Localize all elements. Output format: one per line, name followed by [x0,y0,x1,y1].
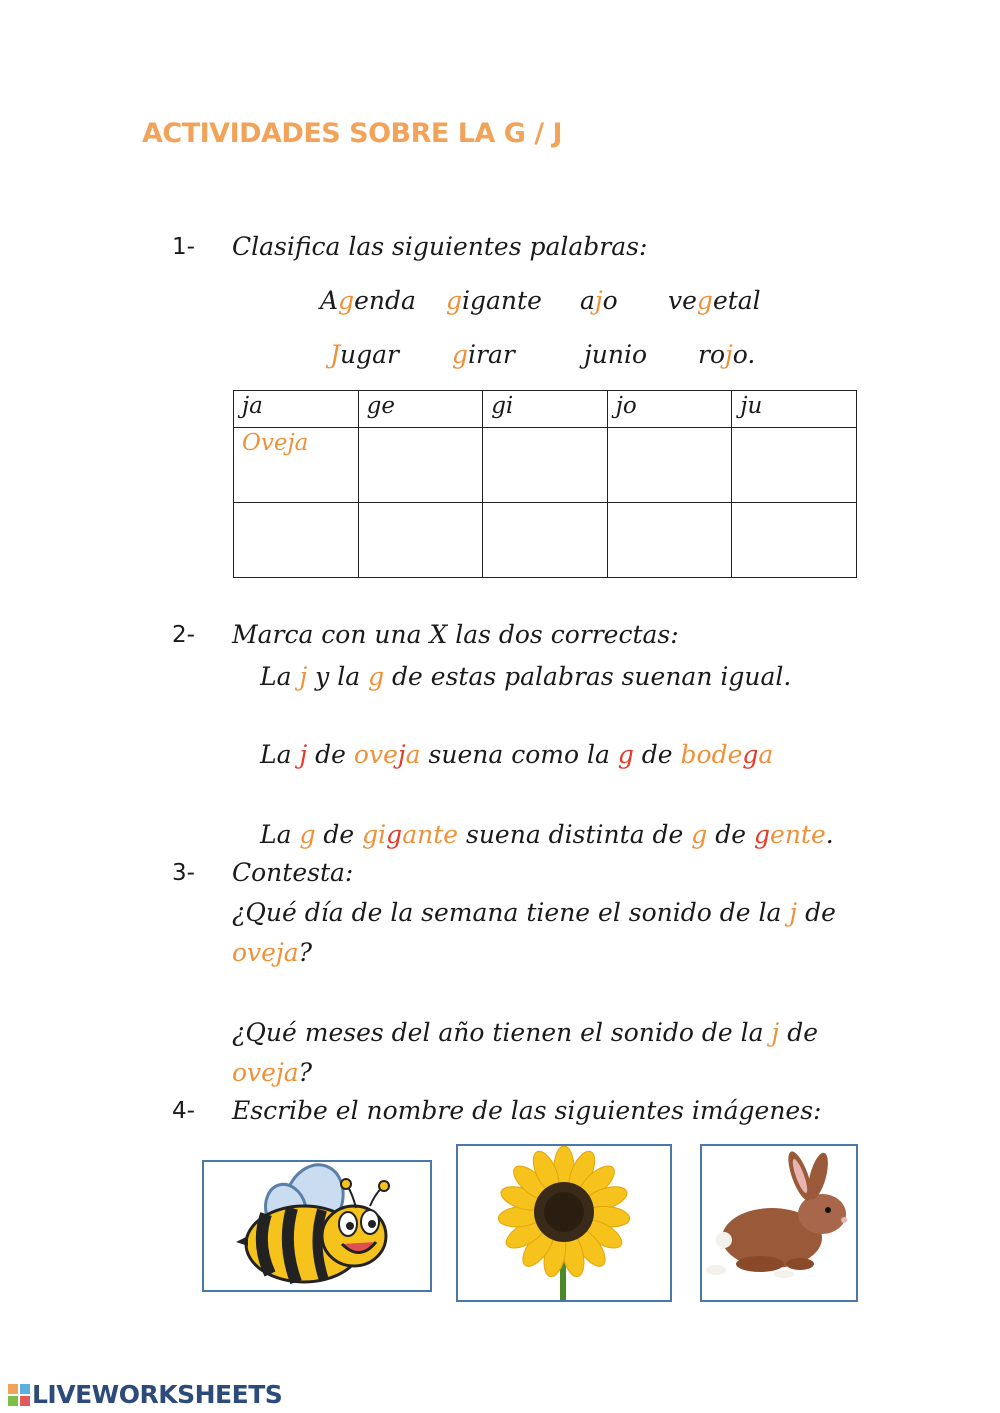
word-agenda: Agenda [320,286,416,315]
table-header-jo: jo [607,391,732,428]
table-cell-example: Oveja [234,428,359,503]
exercise-1-instruction: Clasifica las siguientes palabras: [232,232,648,261]
bee-image-box [202,1160,432,1292]
classification-table [233,390,857,578]
bee-icon [204,1162,430,1290]
table-cell[interactable] [732,503,857,578]
word-gigante: gigante [446,286,542,315]
table-cell[interactable] [358,428,483,503]
table-cell[interactable] [607,428,732,503]
sunflower-icon [458,1146,670,1300]
word-jugar: Jugar [330,340,399,369]
table-header-gi: gi [483,391,608,428]
table-header-ju: ju [732,391,857,428]
table-cell[interactable] [607,503,732,578]
word-junio: junio [584,340,648,369]
word-girar: girar [452,340,515,369]
exercise-2-instruction: Marca con una X las dos correctas: [232,620,679,649]
exercise-1-number: 1- [172,234,195,260]
table-cell[interactable] [483,503,608,578]
table-cell[interactable] [234,503,359,578]
question-2-continued: oveja? [232,1058,313,1087]
table-header-ge: ge [358,391,483,428]
rabbit-icon [702,1146,856,1300]
logo-icon [8,1384,30,1406]
option-1[interactable]: La j y la g de estas palabras suenan igual. [260,662,792,691]
word-vegetal: vegetal [668,286,761,315]
question-1-continued: oveja? [232,938,313,967]
table-header-ja: ja [234,391,359,428]
question-1: ¿Qué día de la semana tiene el sonido de la j de [232,898,836,927]
word-ajo: ajo [580,286,618,315]
option-3[interactable]: La g de gigante suena distinta de g de gente. [260,820,834,849]
question-2: ¿Qué meses del año tienen el sonido de la j de [232,1018,818,1047]
exercise-3-number: 3- [172,860,195,886]
exercise-4-instruction: Escribe el nombre de las siguientes imágenes: [232,1096,822,1125]
liveworksheets-logo: LIVEWORKSHEETS [8,1380,282,1409]
table-cell[interactable] [358,503,483,578]
word-rojo: rojo. [698,340,756,369]
exercise-2-number: 2- [172,622,195,648]
table-cell[interactable] [483,428,608,503]
rabbit-image-box [700,1144,858,1302]
page-title: ACTIVIDADES SOBRE LA G / J [142,118,563,149]
table-cell[interactable] [732,428,857,503]
exercise-3-instruction: Contesta: [232,858,354,887]
exercise-4-number: 4- [172,1098,195,1124]
option-2[interactable]: La j de oveja suena como la g de bodega [260,740,774,769]
sunflower-image-box [456,1144,672,1302]
